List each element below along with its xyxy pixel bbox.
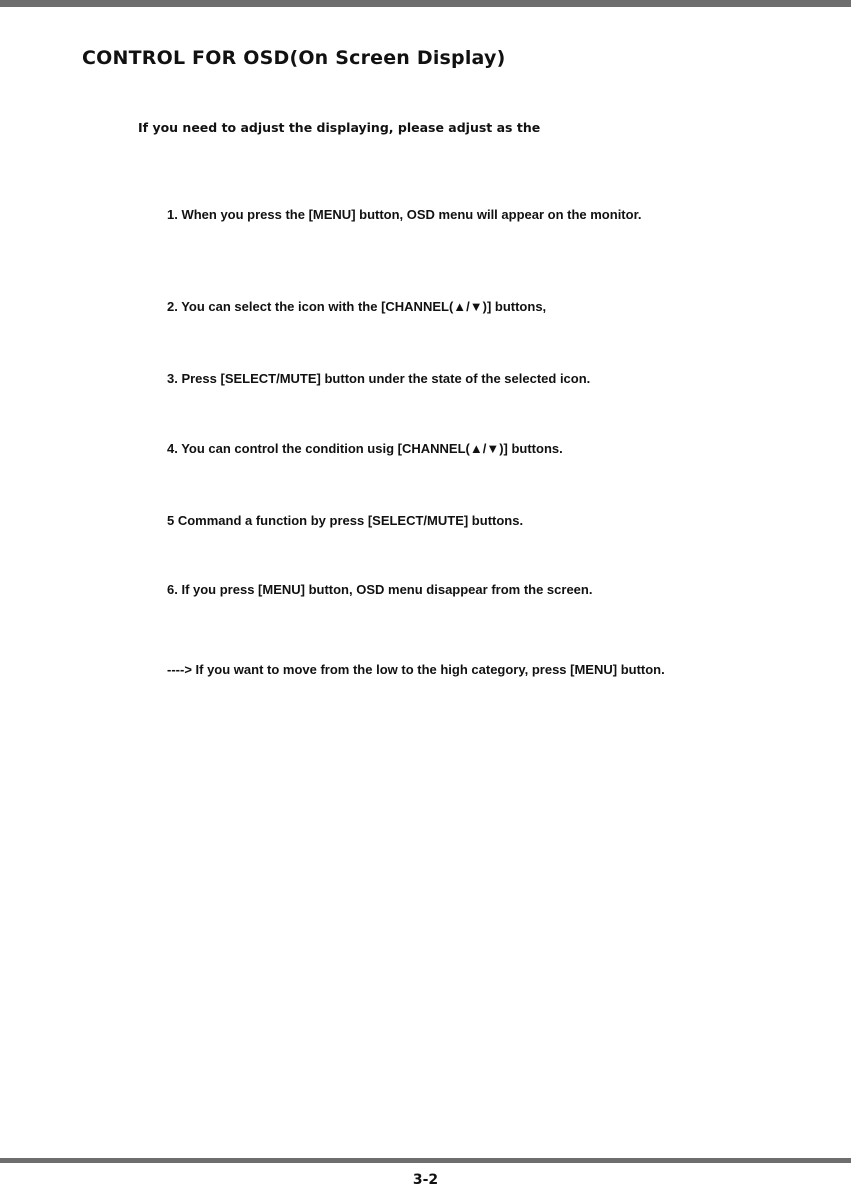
top-rule <box>0 0 851 7</box>
step-5: 5 Command a function by press [SELECT/MUTE] buttons. <box>167 513 524 528</box>
page-title: CONTROL FOR OSD(On Screen Display) <box>82 47 506 69</box>
step-1: 1. When you press the [MENU] button, OSD menu will appear on the monitor. <box>167 207 642 222</box>
step-3: 3. Press [SELECT/MUTE] button under the state of the selected icon. <box>167 371 591 386</box>
step-4: 4. You can control the condition usig [CHANNEL(▲/▼)] buttons. <box>167 441 563 456</box>
navigation-note: ----> If you want to move from the low to the high category, press [MENU] button. <box>167 662 665 677</box>
intro-text: If you need to adjust the displaying, please adjust as the <box>138 120 541 135</box>
bottom-rule <box>0 1158 851 1163</box>
page-number: 3-2 <box>412 1172 439 1188</box>
step-6: 6. If you press [MENU] button, OSD menu disappear from the screen. <box>167 582 593 597</box>
step-2: 2. You can select the icon with the [CHANNEL(▲/▼)] buttons, <box>167 299 547 314</box>
